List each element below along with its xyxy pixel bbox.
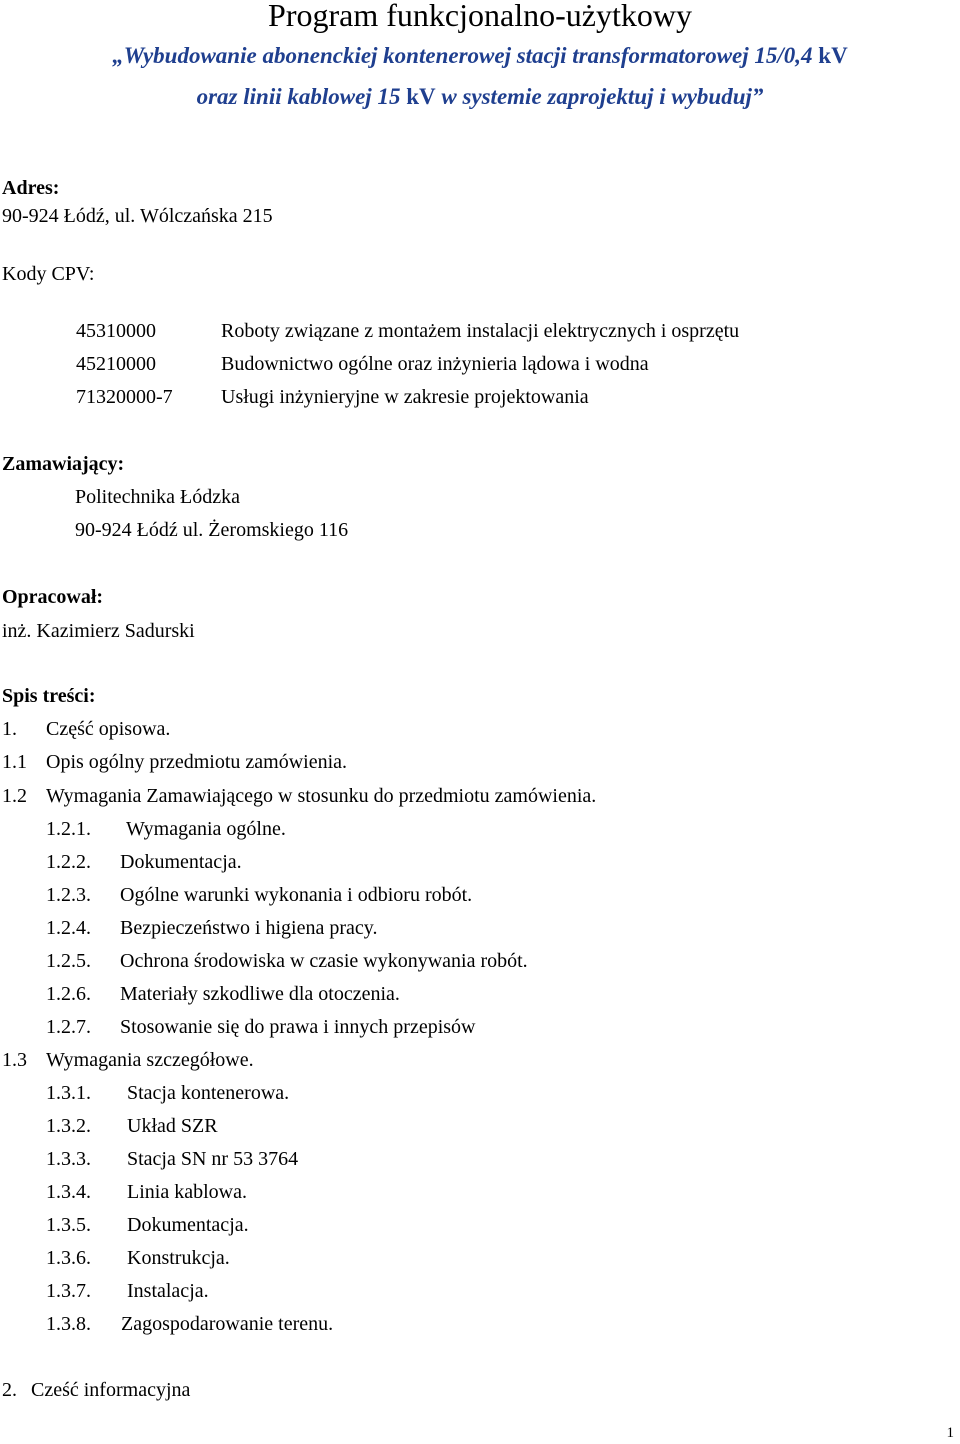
page-number: 1 (946, 1425, 954, 1441)
toc-item-number: 1. (2, 718, 17, 740)
toc-item-text: Stacja kontenerowa. (127, 1082, 290, 1104)
toc-item-text: Materiały szkodliwe dla otoczenia. (120, 983, 400, 1005)
toc-item-text: Opis ogólny przedmiotu zamówienia. (46, 751, 348, 773)
subtitle-line-1-text: „Wybudowanie abonenckiej kontenerowej stacji transformatorowej 15/0,4 (112, 43, 813, 68)
toc-item-text: Ogólne warunki wykonania i odbioru robót. (120, 884, 473, 906)
subtitle-line-2-post: w systemie zaprojektuj i wybuduj” (441, 84, 764, 109)
toc-item-text: Wymagania szczegółowe. (46, 1049, 254, 1071)
document-title: Program funkcjonalno-użytkowy (268, 0, 692, 33)
subtitle-line-1-unit: kV (818, 43, 848, 68)
address-value: 90-924 Łódź, ul. Wólczańska 215 (2, 205, 273, 227)
toc-item-number: 1.3.7. (46, 1280, 91, 1302)
toc-item-number: 1.2.2. (46, 851, 91, 873)
address-label: Adres: (2, 177, 60, 199)
toc-item-text: Wymagania ogólne. (126, 818, 286, 840)
toc-item-text: Wymagania Zamawiającego w stosunku do przedmiotu zamówienia. (46, 785, 597, 807)
toc-item-text: Zagospodarowanie terenu. (121, 1313, 334, 1335)
author-name: inż. Kazimierz Sadurski (2, 620, 195, 642)
toc-item-text: Układ SZR (127, 1115, 218, 1137)
toc-item-number: 1.3 (2, 1049, 27, 1071)
client-address: 90-924 Łódź ul. Żeromskiego 116 (75, 519, 349, 541)
client-label: Zamawiający: (2, 453, 125, 475)
toc-label: Spis treści: (2, 685, 96, 707)
cpv-code: 45310000 (76, 320, 156, 342)
toc-item-text: Dokumentacja. (127, 1214, 249, 1236)
toc-item-number: 1.2.6. (46, 983, 91, 1005)
toc-item-text: Stosowanie się do prawa i innych przepisów (120, 1016, 476, 1038)
cpv-label: Kody CPV: (2, 263, 95, 285)
toc-item-number: 1.2 (2, 785, 27, 807)
toc-item-number: 1.3.4. (46, 1181, 91, 1203)
document-subtitle-line-1 (0, 43, 960, 69)
client-name: Politechnika Łódzka (75, 486, 240, 508)
cpv-code: 71320000-7 (76, 386, 173, 408)
subtitle-line-2-unit: kV (406, 84, 436, 109)
toc-item-text: Stacja SN nr 53 3764 (127, 1148, 299, 1170)
cpv-code: 45210000 (76, 353, 156, 375)
toc-item-number: 1.2.5. (46, 950, 91, 972)
toc-item-text: Bezpieczeństwo i higiena pracy. (120, 917, 378, 939)
toc-item-number: 1.3.5. (46, 1214, 91, 1236)
toc-item-text: Linia kablowa. (127, 1181, 247, 1203)
toc-item-text: Część opisowa. (46, 718, 171, 740)
toc-item-number: 1.2.7. (46, 1016, 91, 1038)
cpv-description: Usługi inżynieryjne w zakresie projektowania (221, 386, 589, 408)
toc-item-number: 1.3.1. (46, 1082, 91, 1104)
toc-item-number: 1.3.8. (46, 1313, 91, 1335)
document-subtitle-line-2 (0, 84, 960, 110)
toc-item-number: 1.2.1. (46, 818, 91, 840)
toc-item-number: 2. (2, 1379, 17, 1401)
toc-item-number: 1.3.6. (46, 1247, 91, 1269)
toc-item-text: Cześć informacyjna (31, 1379, 191, 1401)
toc-item-number: 1.1 (2, 751, 27, 773)
toc-item-number: 1.3.2. (46, 1115, 91, 1137)
toc-item-text: Instalacja. (127, 1280, 209, 1302)
toc-item-number: 1.2.3. (46, 884, 91, 906)
toc-item-number: 1.2.4. (46, 917, 91, 939)
toc-item-text: Ochrona środowiska w czasie wykonywania robót. (120, 950, 528, 972)
author-label: Opracował: (2, 586, 104, 608)
toc-item-number: 1.3.3. (46, 1148, 91, 1170)
cpv-description: Roboty związane z montażem instalacji elektrycznych i osprzętu (221, 320, 740, 342)
subtitle-line-2-pre: oraz linii kablowej 15 (196, 84, 401, 109)
toc-item-text: Konstrukcja. (127, 1247, 230, 1269)
cpv-description: Budownictwo ogólne oraz inżynieria lądowa i wodna (221, 353, 649, 375)
toc-item-text: Dokumentacja. (120, 851, 242, 873)
